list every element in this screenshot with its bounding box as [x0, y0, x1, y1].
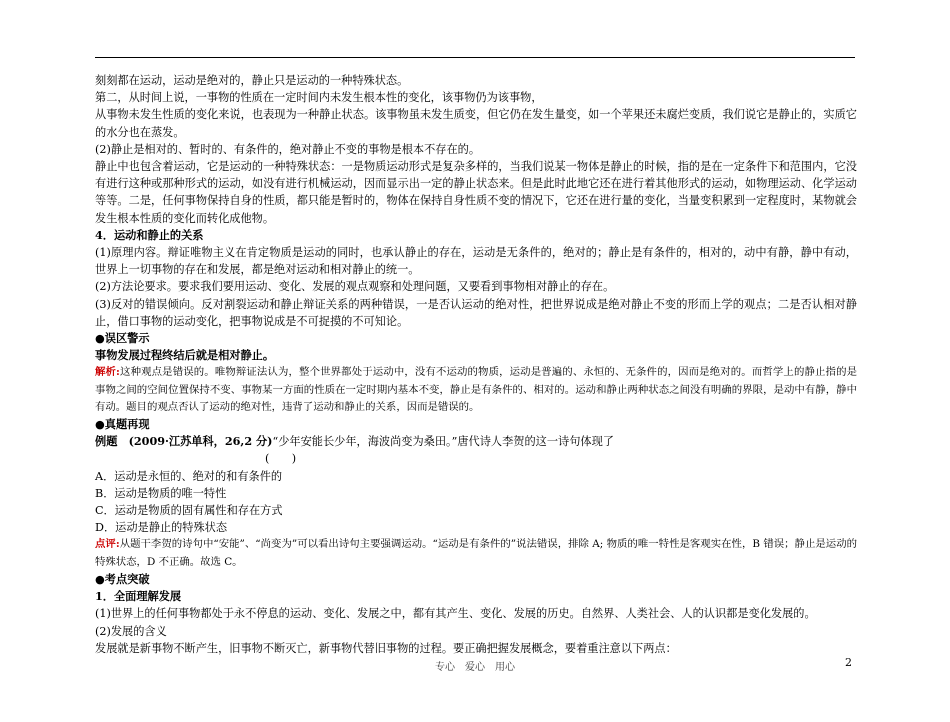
paragraph: (2)静止是相对的、暂时的、有条件的，绝对静止不变的事物是根本不存在的。 [95, 142, 481, 156]
analysis-label: 解析: [95, 366, 120, 379]
analysis-text: 这种观点是错误的。唯物辩证法认为，整个世界都处于运动中，没有不运动的物质，运动是普遍的、永恒的、无条件的，因而是绝对的。而哲学上的静止指的是事物之间的空间位置保持不变、事物某一方面的性质在一定时期内基本不变，静止是有条件的、相对的。运动和静止两种状态之间没有明确的界限，是动中有静，静中有动。题目的观点否认了运动的绝对性，违背了运动和静止的关系，因而是错误的。 [95, 366, 857, 413]
paragraph: (2)发展的含义 [95, 624, 167, 638]
paragraph: (3)反对的错误倾向。反对割裂运动和静止辩证关系的两种错误，一是否认运动的绝对性，把世界说成是绝对静止不变的形而上学的观点；二是否认相对静止，借口事物的运动变化，把事物说成是不可捉摸的不可知论。 [95, 297, 857, 328]
example-label: 例题 [95, 434, 118, 449]
comment-paragraph [95, 536, 857, 570]
comment-label: 点评: [95, 538, 120, 551]
section-heading: 1．全面理解发展 [95, 589, 182, 604]
page-number: 2 [845, 656, 852, 669]
document-body [95, 72, 857, 657]
section-marker-keypoints: ●考点突破 [95, 571, 150, 586]
option-c: C．运动是物质的固有属性和存在方式 [95, 504, 283, 518]
example-question [95, 433, 857, 450]
answer-blank: ( ) [265, 452, 297, 466]
paragraph: 发展就是新事物不断产生，旧事物不断灭亡，新事物代替旧事物的过程。要正确把握发展概念，要着重注意以下两点： [95, 641, 677, 655]
paragraph: (2)方法论要求。要求我们要用运动、变化、发展的观点观察和处理问题，又要看到事物相对静止的存在。 [95, 280, 615, 294]
comment-text: 从题干李贺的诗句中“安能”、“尚变为”可以看出诗句主要强调运动。“运动是有条件的”说法错误，排除 A; 物质的唯一特性是客观实在性，B 错误；静止是运动的特殊状态，D 不正确。故选 C。 [95, 538, 857, 568]
paragraph: 第二，从时间上说，一事物的性质在一定时间内未发生根本性的变化，该事物仍为该事物， [95, 91, 543, 105]
option-a: A．运动是永恒的、绝对的和有条件的 [95, 469, 283, 483]
page-footer: 专心 爱心 用心 [435, 662, 515, 673]
misconception-title: 事物发展过程终结后就是相对静止。 [95, 348, 275, 363]
analysis-paragraph [95, 364, 857, 416]
section-marker-misconception: ●误区警示 [95, 331, 150, 346]
option-b: B．运动是物质的唯一特性 [95, 486, 227, 500]
header-rule [95, 57, 855, 58]
paragraph: (1)原理内容。辩证唯物主义在肯定物质是运动的同时，也承认静止的存在，运动是无条件的，绝对的；静止是有条件的，相对的，动中有静，静中有动，世界上一切事物的存在和发展，都是绝对运动和相对静止的统一。 [95, 246, 857, 277]
paragraph: 从事物未发生性质的变化来说，也表现为一种静止状态。该事物虽未发生质变，但它仍在发生量变，如一个苹果还未腐烂变质，我们说它是静止的，实质它的水分也在蒸发。 [95, 108, 857, 139]
paragraph: (1)世界上的任何事物都处于永不停息的运动、变化、发展之中，都有其产生、变化、发展的历史。自然界、人类社会、人的认识都是变化发展的。 [95, 607, 816, 621]
paragraph: 刻刻都在运动，运动是绝对的，静止只是运动的一种特殊状态。 [95, 74, 409, 87]
example-text: “少年安能长少年，海波尚变为桑田。”唐代诗人李贺的这一诗句体现了 [272, 435, 614, 449]
option-d: D．运动是静止的特殊状态 [95, 521, 228, 535]
section-heading: 4．运动和静止的关系 [95, 227, 204, 242]
example-source: (2009·江苏单科，26,2 分) [128, 434, 273, 449]
section-marker-exam: ●真题再现 [95, 417, 150, 432]
paragraph: 静止中也包含着运动，它是运动的一种特殊状态：一是物质运动形式是复杂多样的，当我们说某一物体是静止的时候，指的是在一定条件下和范围内，它没有进行这种或那种形式的运动，如没有进行机械运动，因而显示出一定的静止状态来。但是此时此地它还在进行着其他形式的运动，如物理运动、化学运动等等。二是，任何事物保持自身的性质，都只能是暂时的，物体在保持自身性质不变的情况下，它还在进行量的变化，当量变积累到一定程度时，某物就会发生根本性质的变化而转化成他物。 [95, 160, 857, 225]
